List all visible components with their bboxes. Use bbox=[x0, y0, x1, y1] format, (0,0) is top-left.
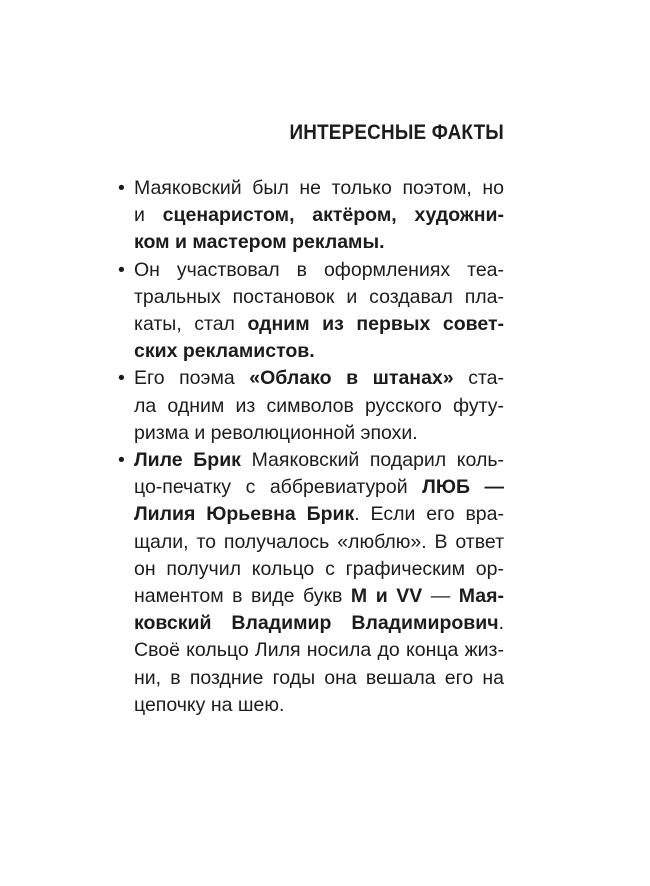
text-line bbox=[134, 529, 504, 556]
fact-item bbox=[118, 175, 504, 257]
bold-text: ком и мастером рекламы. bbox=[134, 231, 385, 254]
text-run: Его поэма bbox=[134, 367, 250, 390]
bold-text: Лилия Юрьевна Брик bbox=[134, 503, 355, 526]
section-heading: ИНТЕРЕСНЫЕ ФАКТЫ bbox=[289, 121, 504, 144]
text-line bbox=[134, 393, 504, 420]
text-run: ни, в поздние годы она вешала его на bbox=[134, 666, 504, 689]
bold-text: одним из первых совет- bbox=[247, 313, 504, 336]
bullet-marker: • bbox=[118, 449, 125, 472]
text-line bbox=[134, 365, 504, 392]
text-line bbox=[134, 284, 504, 311]
bullet-marker: • bbox=[118, 258, 125, 281]
text-run: Он участвовал в оформлениях теа- bbox=[134, 258, 504, 281]
text-line bbox=[134, 637, 504, 664]
text-line bbox=[134, 338, 504, 365]
text-run: и bbox=[134, 204, 163, 227]
facts-list bbox=[118, 175, 504, 719]
text-line bbox=[134, 692, 504, 719]
bold-text: М и VV bbox=[350, 585, 423, 608]
bold-text: сценаристом, актёром, художни- bbox=[162, 204, 505, 227]
text-line bbox=[134, 556, 504, 583]
fact-item bbox=[118, 365, 504, 447]
bold-text: Мая- bbox=[458, 585, 504, 608]
text-run: цо-печатку с аббревиатурой bbox=[134, 476, 423, 499]
text-line bbox=[134, 665, 504, 692]
bold-text: Лиле Брик bbox=[134, 449, 241, 472]
text-run: ла одним из символов русского футу- bbox=[134, 394, 504, 417]
text-run: — bbox=[422, 585, 459, 608]
text-run: ризма и революционной эпохи. bbox=[134, 421, 418, 444]
text-line bbox=[134, 311, 504, 338]
text-line bbox=[134, 257, 504, 284]
text-line bbox=[134, 474, 504, 501]
text-line bbox=[134, 420, 504, 447]
text-run: цепочку на шею. bbox=[134, 693, 285, 716]
text-run: каты, стал bbox=[134, 313, 248, 336]
bold-text: «Облако в штанах» bbox=[249, 367, 454, 390]
bold-text: ЛЮБ — bbox=[422, 476, 504, 499]
bullet-marker: • bbox=[118, 367, 125, 390]
bold-text: ских рекламистов. bbox=[134, 340, 315, 363]
text-run: . bbox=[498, 612, 504, 635]
text-run: Маяковский подарил коль- bbox=[240, 449, 504, 472]
text-line bbox=[134, 447, 504, 474]
bullet-marker: • bbox=[118, 177, 125, 199]
text-run: наментом в виде букв bbox=[134, 585, 351, 608]
text-line bbox=[134, 175, 504, 202]
text-run: щали, то получалось «люблю». В ответ bbox=[134, 530, 504, 553]
bold-text: ковский Владимир Владимирович bbox=[134, 612, 499, 635]
text-line bbox=[134, 229, 504, 256]
fact-item bbox=[118, 257, 504, 366]
text-line bbox=[134, 501, 504, 528]
text-run: Своё кольцо Лиля носила до конца жиз- bbox=[134, 639, 504, 662]
text-line bbox=[134, 583, 504, 610]
text-line bbox=[134, 610, 504, 637]
text-line bbox=[134, 202, 504, 229]
text-run: ста- bbox=[453, 367, 504, 390]
text-run: . Если его вра- bbox=[354, 503, 504, 526]
text-run: тральных постановок и создавал пла- bbox=[134, 285, 504, 308]
fact-item bbox=[118, 447, 504, 719]
text-run: Маяковский был не только поэтом, но bbox=[134, 177, 504, 199]
text-run: он получил кольцо с графическим ор- bbox=[134, 557, 504, 580]
